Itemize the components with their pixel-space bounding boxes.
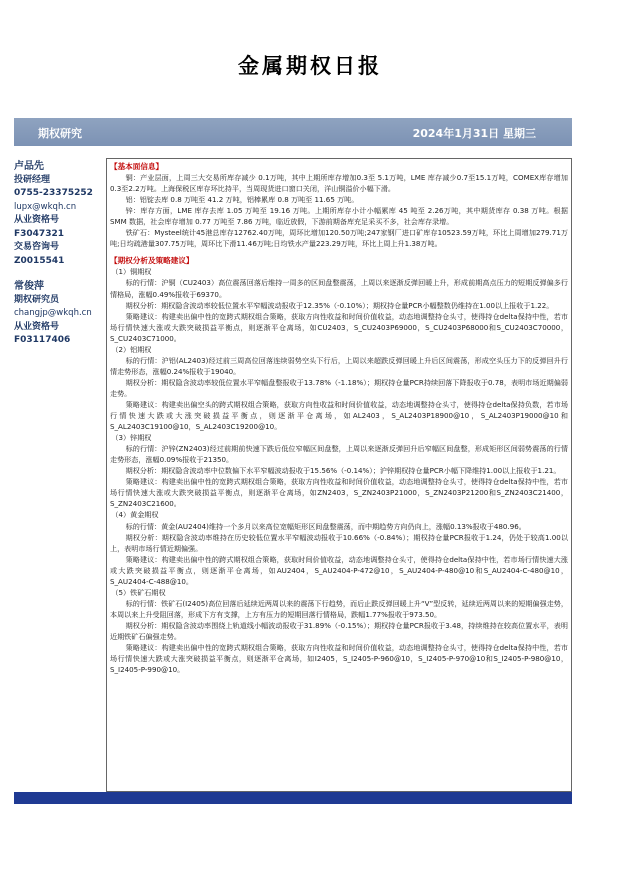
analyst-role: 投研经理 bbox=[14, 174, 51, 185]
analyst-card bbox=[14, 280, 104, 348]
section-paragraph: 标的行情：黄金(AU2404)维持一个多月以来高位宽幅矩形区间盘整震荡，而中期趋势方向仍向上，涨幅0.13%报收于480.96。 bbox=[125, 521, 526, 531]
basic-zinc: 锌：库存方面，LME 库存去库 1.05 万吨至 19.16 万吨。上期所库存小计小幅累库 45 吨至 2.26万吨，其中期货库存 0.38 万吨。根据 SMM 数据，社会库存增加 0.77 万吨至 7.86 万吨，临近放假，下游前期备库充足采买不多，社会库存录增。 bbox=[110, 206, 568, 227]
section-paragraph: 策略建议：构建卖出偏中性的跨式期权组合策略，获取时间价值收益，动态地调整持仓头寸，使得持仓delta保持中性，若市场行情快速大涨或大跌突破损益平衡点，则逐渐平仓离场，如AU2404，S_AU2404-P-472@10，S_AU2404-P-480@10和S_AU2404-C-480@10，S_AU2404-C-488@10。 bbox=[110, 554, 568, 586]
section-paragraph: 标的行情：沪铝(AL2403)经过前三周高位回落连续弱势空头下行后，上周以来超跌反弹回暖上升后区间震荡，形成空头压力下的反弹回升行情走势形态，涨幅0.24%报收于19040。 bbox=[110, 355, 568, 376]
section-paragraph: 策略建议：构建卖出偏中性的宽跨式期权组合策略，获取方向性收益和时间价值收益，动态地调整持仓头寸，使得持仓delta保持中性，若市场行情快速大涨或大跌突破损益平衡点，则逐渐平仓离场，如ZN2403，S_ZN2403P21000，S_ZN2403P21200和S_ZN2403C21400，S_ZN2403C21600。 bbox=[110, 477, 568, 509]
strategy-header: 【期权分析及策略建议】 bbox=[110, 256, 194, 266]
header-banner bbox=[14, 118, 572, 146]
report-date: 2024年1月31日 星期三 bbox=[412, 127, 536, 140]
license-number: F03117406 bbox=[14, 335, 71, 345]
footer-bar bbox=[14, 792, 572, 804]
section-paragraph: 期权分析：期权隐含波动率维持在历史较低位置水平窄幅波动报收于10.66%（-0.84%）；期权持仓量PCR报收于1.24，仍处于较高1.00以上，表明市场行情近期偏强。 bbox=[110, 532, 568, 553]
basic-aluminum: 铝：铝锭去库 0.8 万吨至 41.2 万吨，铝棒累库 0.8 万吨至 11.65 万吨。 bbox=[125, 195, 359, 205]
analyst-name: 常俊萍 bbox=[14, 281, 44, 292]
consult-number: Z0015541 bbox=[14, 255, 65, 266]
analyst-sidebar bbox=[14, 160, 104, 360]
section-heading: （1）铜期权 bbox=[111, 267, 152, 277]
section-heading: （2）铝期权 bbox=[111, 344, 152, 354]
analyst-email[interactable]: lupx@wkqh.cn bbox=[14, 201, 77, 212]
section-paragraph: 期权分析：期权隐含波动率中位数偏下水平窄幅波动报收于15.56%（-0.14%）；沪锌期权持仓量PCR小幅下降维持1.00以上报收于1.21。 bbox=[125, 466, 561, 476]
section-paragraph: 策略建议：构建卖出偏空头的跨式期权组合策略，获取方向性收益和时间价值收益，动态地调整持仓头寸，使得持仓delta保持负数，若市场行情快速大跌或大涨突破损益平衡点，则逐渐平仓离场，如AL2403，S_AL2403P18900@10，S_AL2403P19000@10和S_AL2403C19100@10，S_AL2403C19200@10。 bbox=[110, 399, 568, 432]
analyst-email[interactable]: changjp@wkqh.cn bbox=[14, 308, 92, 318]
license-label: 从业资格号 bbox=[14, 321, 60, 332]
section-paragraph: 标的行情：铁矿石(I2405)高位回落后延续近两周以来的震荡下行趋势，而后止跌反弹回暖上升“V”型反转，延续近两周以来的短期偏强走势，本周以来上升受阻回落，形成下方有支撑，上方有压力的短期回落行情格局，跌幅1.77%报收于973.50。 bbox=[110, 598, 568, 619]
consult-label: 交易咨询号 bbox=[14, 242, 60, 252]
section-paragraph: 标的行情：沪锌(ZN2403)经过前期前快速下跌后低位窄幅区间盘整，上周以来逐渐反弹回升后窄幅区间盘整，形成矩形区间弱势震荡的行情走势形态，涨幅0.09%报收于21350。 bbox=[110, 444, 568, 465]
license-label: 从业资格号 bbox=[14, 215, 60, 225]
basic-copper: 铜：产业层面，上周三大交易所库存减少 0.1万吨，其中上期所库存增加0.3至 5.1万吨，LME 库存减少0.7至15.1万吨，COMEX库存增加0.3至2.2万吨。上海保税区库存环比持平，当周现货进口窗口关闭，洋山铜溢价小幅下滑。 bbox=[110, 173, 568, 194]
section-paragraph: 期权分析：期权隐含波动率围绕上轨道线小幅波动报收于31.89%（-0.15%）；期权持仓量PCR报收于3.48，持续维持在较高位置水平，表明近期铁矿石偏强走势。 bbox=[110, 620, 568, 641]
report-title: 金属期权日报 bbox=[238, 53, 382, 78]
analyst-phone: 0755-23375252 bbox=[14, 188, 93, 198]
basic-info-header: 【基本面信息】 bbox=[110, 162, 164, 171]
analyst-name: 卢品先 bbox=[14, 161, 44, 172]
section-heading: （4）黄金期权 bbox=[111, 510, 159, 520]
section-heading: （5）铁矿石期权 bbox=[111, 587, 166, 597]
analyst-card bbox=[14, 160, 104, 268]
section-paragraph: 策略建议：构建卖出偏中性的宽跨式期权组合策略，获取方向性收益和时间价值收益，动态地调整持仓头寸，使得持仓delta保持中性，若市场行情快速大涨或大跌突破损益平衡点，则逐渐平仓离场，如CU2403，S_CU2403P69000，S_CU2403P68000和S_CU2403C70000，S_CU2403C71000。 bbox=[110, 311, 568, 343]
section-paragraph: 策略建议：构建卖出偏中性的宽跨式期权组合策略，获取方向性收益和时间价值收益，动态地调整持仓头寸，使得持仓delta保持中性，若市场行情快速大跌或大涨突破损益平衡点，则逐渐平仓离场，如I2405，S_I2405-P-960@10，S_I2405-P-970@10和S_I2405-P-980@10，S_I2405-P-990@10。 bbox=[110, 643, 568, 675]
section-paragraph: 期权分析：期权隐含波动率较低位置水平窄幅盘整报收于13.78%（-1.18%）；期权持仓量PCR持续回落下降报收于0.78，表明市场近期偏弱走势。 bbox=[110, 377, 568, 398]
basic-iron-ore: 铁矿石：Mysteel统计45港总库存12762.40万吨，周环比增加120.50万吨;247家钢厂进口矿库存10523.59万吨，环比上周增加279.71万吨;日均疏港量307.75万吨，周环比下滑11.46万吨;日均铁水产量223.29万吨，环比上周上升1.38万吨。 bbox=[110, 228, 568, 249]
section-paragraph: 期权分析：期权隐含波动率较低位置水平窄幅波动报收于12.35%（-0.10%）；期权持仓量PCR小幅整数仍维持在1.00以上报收于1.22。 bbox=[125, 300, 554, 310]
section-heading: （3）锌期权 bbox=[111, 433, 152, 443]
category-label: 期权研究 bbox=[38, 127, 82, 140]
license-number: F3047321 bbox=[14, 228, 64, 239]
analyst-role: 期权研究员 bbox=[14, 294, 60, 305]
report-body bbox=[110, 161, 568, 675]
section-paragraph: 标的行情：沪铜（CU2403）高位震荡回落后维持一周多的区间盘整震荡，上周以来逐渐反弹回暖上升，形成前期高点压力的短期反弹偏多行情格局，涨幅0.49%报收于69370。 bbox=[110, 278, 568, 299]
